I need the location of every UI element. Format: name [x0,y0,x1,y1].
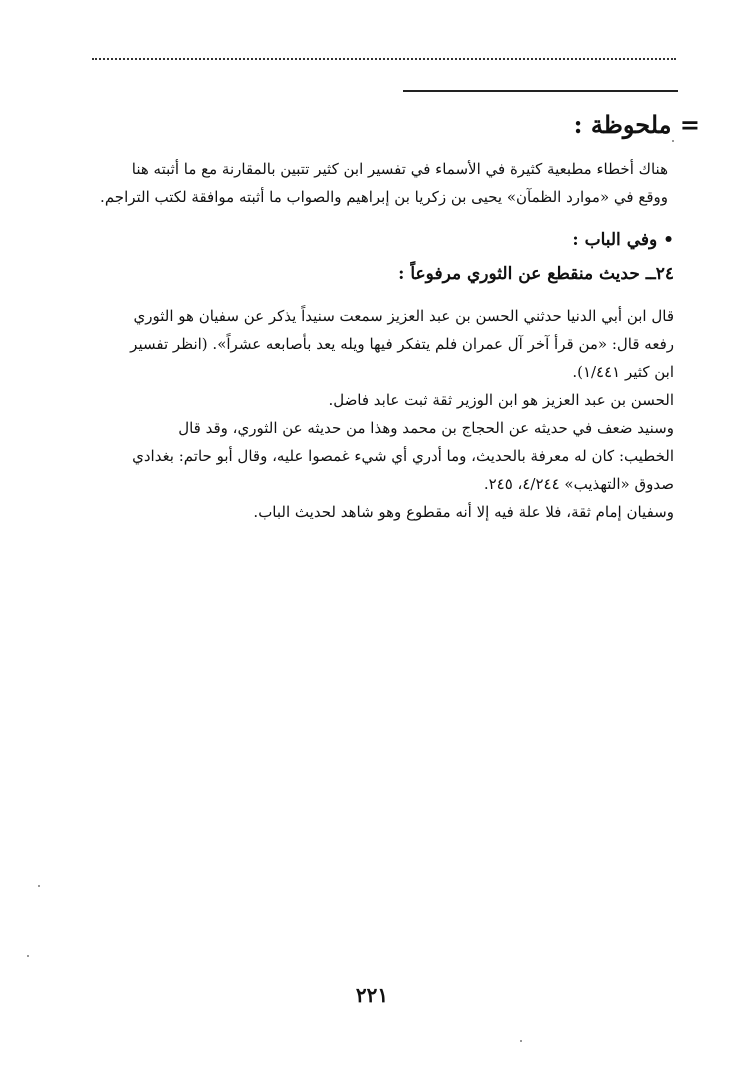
hadith-line: قال ابن أبي الدنيا حدثني الحسن بن عبد العزيز سمعت سنيداً يذكر عن سفيان هو الثوري [133,307,674,325]
hadith-line: رفعه قال: «من قرأ آخر آل عمران فلم يتفكر فيها ويله يعد بأصابعه عشراً». (انظر تفسير [130,335,674,353]
note-heading: = ملحوظة : [573,110,700,139]
hadith-line: وسفيان إمام ثقة، فلا علة فيه إلا أنه مقطوع وهو شاهد لحديث الباب. [253,503,674,521]
bab-label: • وفي الباب : [572,230,674,250]
hadith-line: الحسن بن عبد العزيز هو ابن الوزير ثقة ثبت عابد فاضل. [328,391,674,409]
page-number: ٢٢١ [355,983,389,1007]
footnote-separator-line [403,90,678,92]
note-paragraph [100,155,668,211]
hadith-title: ٢٤ــ حديث منقطع عن الثوري مرفوعاً : [398,264,674,284]
dotted-separator [92,58,676,60]
hadith-line: صدوق «التهذيب» ٤/٢٤٤، ٢٤٥. [483,475,674,493]
scan-speck [27,955,29,957]
note-line: ووقع في «موارد الظمآن» يحيى بن زكريا بن إبراهيم والصواب ما أثبته موافقة لكتب التراجم. [100,188,668,206]
hadith-text [130,302,674,526]
hadith-line: الخطيب: كان له معرفة بالحديث، وما أدري أي شيء غمصوا عليه، وقال أبو حاتم: بغدادي [132,447,674,465]
scan-speck [520,1040,522,1042]
hadith-line: وسنيد ضعف في حديثه عن الحجاج بن محمد وهذا من حديثه عن الثوري، وقد قال [178,419,674,437]
scan-speck [38,885,40,887]
hadith-line: ابن كثير ١/٤٤١). [572,363,674,381]
scan-speck [672,140,674,142]
note-line: هناك أخطاء مطبعية كثيرة في الأسماء في تفسير ابن كثير تتبين بالمقارنة مع ما أثبته هنا [131,160,668,178]
